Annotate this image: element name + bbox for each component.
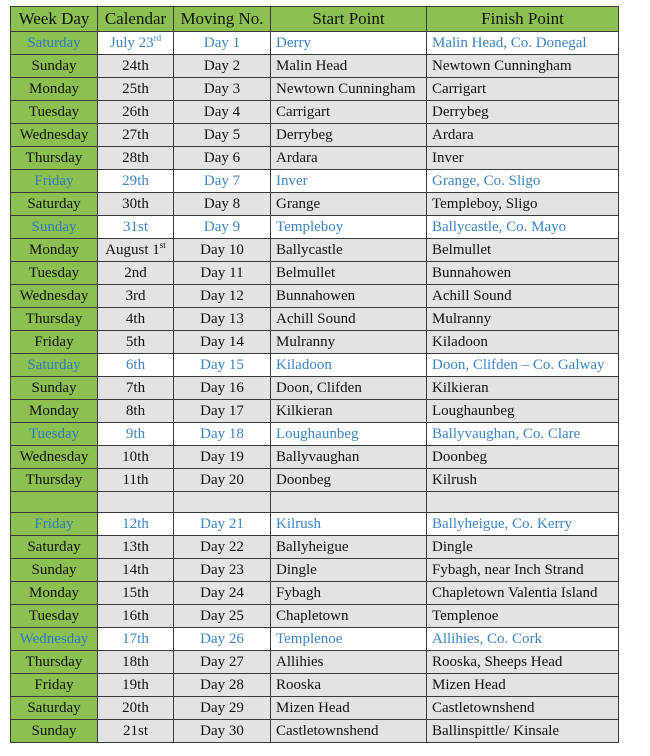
ordinal-suffix: st bbox=[159, 239, 166, 250]
start-point-cell: Ardara bbox=[271, 147, 427, 170]
calendar-cell bbox=[98, 285, 174, 308]
finish-point-cell: Kilrush bbox=[427, 469, 619, 492]
calendar-cell bbox=[98, 55, 174, 78]
table-row bbox=[11, 423, 619, 446]
finish-point-cell: Allihies, Co. Cork bbox=[427, 628, 619, 651]
week-day-cell: Saturday bbox=[11, 32, 98, 55]
calendar-cell bbox=[98, 78, 174, 101]
start-point-cell: Carrigart bbox=[271, 101, 427, 124]
moving-no-cell: Day 21 bbox=[174, 513, 271, 536]
finish-point-cell: Loughaunbeg bbox=[427, 400, 619, 423]
calendar-cell bbox=[98, 193, 174, 216]
calendar-cell bbox=[98, 674, 174, 697]
week-day-cell: Friday bbox=[11, 674, 98, 697]
gap-cell bbox=[98, 492, 174, 513]
gap-cell bbox=[11, 492, 98, 513]
calendar-cell bbox=[98, 377, 174, 400]
calendar-date: 21st bbox=[122, 722, 148, 739]
table-row bbox=[11, 651, 619, 674]
table-row bbox=[11, 170, 619, 193]
moving-no-cell: Day 29 bbox=[174, 697, 271, 720]
finish-point-cell: Ballycastle, Co. Mayo bbox=[427, 216, 619, 239]
moving-no-cell: Day 12 bbox=[174, 285, 271, 308]
finish-point-cell: Ardara bbox=[427, 124, 619, 147]
finish-point-cell: Dingle bbox=[427, 536, 619, 559]
start-point-cell: Templeboy bbox=[271, 216, 427, 239]
gap-cell bbox=[271, 492, 427, 513]
table-row bbox=[11, 124, 619, 147]
start-point-cell: Kilrush bbox=[271, 513, 427, 536]
finish-point-cell: Achill Sound bbox=[427, 285, 619, 308]
table-row bbox=[11, 193, 619, 216]
calendar-date: 16th bbox=[122, 607, 149, 624]
calendar-cell bbox=[98, 239, 174, 262]
table-row bbox=[11, 239, 619, 262]
calendar-cell bbox=[98, 582, 174, 605]
moving-no-cell: Day 13 bbox=[174, 308, 271, 331]
finish-point-cell: Doon, Clifden – Co. Galway bbox=[427, 354, 619, 377]
moving-no-cell: Day 16 bbox=[174, 377, 271, 400]
calendar-date: 24th bbox=[122, 57, 149, 74]
header-calendar: Calendar bbox=[98, 7, 174, 32]
finish-point-cell: Belmullet bbox=[427, 239, 619, 262]
moving-no-cell: Day 1 bbox=[174, 32, 271, 55]
calendar-date: 6th bbox=[125, 356, 146, 373]
week-day-cell: Monday bbox=[11, 239, 98, 262]
moving-no-cell: Day 17 bbox=[174, 400, 271, 423]
start-point-cell: Mizen Head bbox=[271, 697, 427, 720]
moving-no-cell: Day 19 bbox=[174, 446, 271, 469]
finish-point-cell: Rooska, Sheeps Head bbox=[427, 651, 619, 674]
week-day-cell: Saturday bbox=[11, 697, 98, 720]
finish-point-cell: Templenoe bbox=[427, 605, 619, 628]
table-row bbox=[11, 605, 619, 628]
start-point-cell: Grange bbox=[271, 193, 427, 216]
moving-no-cell: Day 5 bbox=[174, 124, 271, 147]
calendar-date: 7th bbox=[125, 379, 146, 396]
table-row bbox=[11, 147, 619, 170]
calendar-cell bbox=[98, 170, 174, 193]
moving-no-cell: Day 6 bbox=[174, 147, 271, 170]
moving-no-cell: Day 11 bbox=[174, 262, 271, 285]
calendar-date: 29th bbox=[122, 172, 149, 189]
calendar-date: 8th bbox=[125, 402, 146, 419]
moving-no-cell: Day 18 bbox=[174, 423, 271, 446]
finish-point-cell: Templeboy, Sligo bbox=[427, 193, 619, 216]
finish-point-cell: Ballinspittle/ Kinsale bbox=[427, 720, 619, 743]
moving-no-cell: Day 28 bbox=[174, 674, 271, 697]
week-day-cell: Tuesday bbox=[11, 605, 98, 628]
table-row bbox=[11, 262, 619, 285]
start-point-cell: Kiladoon bbox=[271, 354, 427, 377]
moving-no-cell: Day 25 bbox=[174, 605, 271, 628]
calendar-date: 18th bbox=[122, 653, 149, 670]
gap-cell bbox=[427, 492, 619, 513]
table-row bbox=[11, 628, 619, 651]
calendar-date: 27th bbox=[122, 126, 149, 143]
calendar-cell bbox=[98, 101, 174, 124]
calendar-date: 17th bbox=[122, 630, 149, 647]
start-point-cell: Ballycastle bbox=[271, 239, 427, 262]
week-day-cell: Friday bbox=[11, 331, 98, 354]
finish-point-cell: Inver bbox=[427, 147, 619, 170]
moving-no-cell: Day 8 bbox=[174, 193, 271, 216]
calendar-cell bbox=[98, 354, 174, 377]
calendar-date: 10th bbox=[122, 448, 149, 465]
table-row bbox=[11, 285, 619, 308]
table-row bbox=[11, 331, 619, 354]
finish-point-cell: Fybagh, near Inch Strand bbox=[427, 559, 619, 582]
week-day-cell: Monday bbox=[11, 400, 98, 423]
section-gap-row bbox=[11, 492, 619, 513]
week-day-cell: Wednesday bbox=[11, 446, 98, 469]
moving-no-cell: Day 23 bbox=[174, 559, 271, 582]
calendar-date: 30th bbox=[122, 195, 149, 212]
calendar-cell bbox=[98, 124, 174, 147]
table-row bbox=[11, 513, 619, 536]
start-point-cell: Ballyvaughan bbox=[271, 446, 427, 469]
finish-point-cell: Derrybeg bbox=[427, 101, 619, 124]
moving-no-cell: Day 24 bbox=[174, 582, 271, 605]
moving-no-cell: Day 15 bbox=[174, 354, 271, 377]
week-day-cell: Saturday bbox=[11, 354, 98, 377]
table-row bbox=[11, 400, 619, 423]
moving-no-cell: Day 3 bbox=[174, 78, 271, 101]
table-row bbox=[11, 78, 619, 101]
calendar-date: 31st bbox=[122, 218, 148, 235]
calendar-date: 26th bbox=[122, 103, 149, 120]
start-point-cell: Fybagh bbox=[271, 582, 427, 605]
calendar-cell bbox=[98, 331, 174, 354]
table-row bbox=[11, 559, 619, 582]
table-row bbox=[11, 101, 619, 124]
calendar-date: 25th bbox=[122, 80, 149, 97]
calendar-date: 15th bbox=[122, 584, 149, 601]
week-day-cell: Tuesday bbox=[11, 262, 98, 285]
week-day-cell: Tuesday bbox=[11, 101, 98, 124]
itinerary-table bbox=[10, 6, 619, 743]
moving-no-cell: Day 22 bbox=[174, 536, 271, 559]
calendar-cell bbox=[98, 513, 174, 536]
calendar-cell bbox=[98, 605, 174, 628]
header-start-point: Start Point bbox=[271, 7, 427, 32]
week-day-cell: Sunday bbox=[11, 55, 98, 78]
calendar-cell bbox=[98, 697, 174, 720]
week-day-cell: Tuesday bbox=[11, 423, 98, 446]
calendar-date: 28th bbox=[122, 149, 149, 166]
table-row bbox=[11, 308, 619, 331]
week-day-cell: Thursday bbox=[11, 469, 98, 492]
calendar-cell bbox=[98, 446, 174, 469]
week-day-cell: Sunday bbox=[11, 720, 98, 743]
finish-point-cell: Kilkieran bbox=[427, 377, 619, 400]
week-day-cell: Thursday bbox=[11, 651, 98, 674]
finish-point-cell: Carrigart bbox=[427, 78, 619, 101]
calendar-cell bbox=[98, 216, 174, 239]
header-week-day: Week Day bbox=[11, 7, 98, 32]
moving-no-cell: Day 20 bbox=[174, 469, 271, 492]
start-point-cell: Derry bbox=[271, 32, 427, 55]
week-day-cell: Wednesday bbox=[11, 628, 98, 651]
start-point-cell: Doonbeg bbox=[271, 469, 427, 492]
header-finish-point: Finish Point bbox=[427, 7, 619, 32]
table-row bbox=[11, 720, 619, 743]
finish-point-cell: Kiladoon bbox=[427, 331, 619, 354]
calendar-date: 12th bbox=[122, 515, 149, 532]
table-row bbox=[11, 697, 619, 720]
ordinal-suffix: rd bbox=[153, 32, 162, 43]
start-point-cell: Rooska bbox=[271, 674, 427, 697]
calendar-date: 19th bbox=[122, 676, 149, 693]
calendar-cell bbox=[98, 651, 174, 674]
table-row bbox=[11, 377, 619, 400]
calendar-date: July 23 bbox=[109, 34, 154, 51]
table-row bbox=[11, 536, 619, 559]
calendar-cell bbox=[98, 308, 174, 331]
table-row bbox=[11, 446, 619, 469]
finish-point-cell: Mulranny bbox=[427, 308, 619, 331]
week-day-cell: Monday bbox=[11, 78, 98, 101]
finish-point-cell: Doonbeg bbox=[427, 446, 619, 469]
header-row bbox=[11, 7, 619, 32]
calendar-cell bbox=[98, 32, 174, 55]
calendar-cell bbox=[98, 720, 174, 743]
moving-no-cell: Day 9 bbox=[174, 216, 271, 239]
start-point-cell: Loughaunbeg bbox=[271, 423, 427, 446]
calendar-date: 14th bbox=[122, 561, 149, 578]
finish-point-cell: Malin Head, Co. Donegal bbox=[427, 32, 619, 55]
week-day-cell: Sunday bbox=[11, 377, 98, 400]
start-point-cell: Kilkieran bbox=[271, 400, 427, 423]
week-day-cell: Saturday bbox=[11, 193, 98, 216]
calendar-cell bbox=[98, 628, 174, 651]
start-point-cell: Achill Sound bbox=[271, 308, 427, 331]
calendar-cell bbox=[98, 400, 174, 423]
moving-no-cell: Day 26 bbox=[174, 628, 271, 651]
start-point-cell: Chapletown bbox=[271, 605, 427, 628]
week-day-cell: Wednesday bbox=[11, 124, 98, 147]
calendar-date: 3rd bbox=[125, 287, 146, 304]
start-point-cell: Doon, Clifden bbox=[271, 377, 427, 400]
start-point-cell: Inver bbox=[271, 170, 427, 193]
calendar-cell bbox=[98, 423, 174, 446]
start-point-cell: Allihies bbox=[271, 651, 427, 674]
itinerary-body bbox=[11, 32, 619, 743]
finish-point-cell: Ballyheigue, Co. Kerry bbox=[427, 513, 619, 536]
calendar-date: 2nd bbox=[124, 264, 147, 281]
finish-point-cell: Ballyvaughan, Co. Clare bbox=[427, 423, 619, 446]
table-row bbox=[11, 674, 619, 697]
moving-no-cell: Day 4 bbox=[174, 101, 271, 124]
table-row bbox=[11, 32, 619, 55]
table-row bbox=[11, 582, 619, 605]
week-day-cell: Wednesday bbox=[11, 285, 98, 308]
week-day-cell: Thursday bbox=[11, 147, 98, 170]
finish-point-cell: Mizen Head bbox=[427, 674, 619, 697]
calendar-date: 9th bbox=[125, 425, 146, 442]
start-point-cell: Belmullet bbox=[271, 262, 427, 285]
finish-point-cell: Chapletown Valentia Island bbox=[427, 582, 619, 605]
week-day-cell: Sunday bbox=[11, 559, 98, 582]
table-row bbox=[11, 216, 619, 239]
start-point-cell: Ballyheigue bbox=[271, 536, 427, 559]
start-point-cell: Newtown Cunningham bbox=[271, 78, 427, 101]
moving-no-cell: Day 7 bbox=[174, 170, 271, 193]
calendar-date: 11th bbox=[122, 471, 149, 488]
calendar-date: 5th bbox=[125, 333, 146, 350]
moving-no-cell: Day 10 bbox=[174, 239, 271, 262]
calendar-cell bbox=[98, 559, 174, 582]
moving-no-cell: Day 14 bbox=[174, 331, 271, 354]
start-point-cell: Mulranny bbox=[271, 331, 427, 354]
week-day-cell: Saturday bbox=[11, 536, 98, 559]
calendar-cell bbox=[98, 147, 174, 170]
calendar-cell bbox=[98, 469, 174, 492]
start-point-cell: Dingle bbox=[271, 559, 427, 582]
start-point-cell: Malin Head bbox=[271, 55, 427, 78]
week-day-cell: Friday bbox=[11, 170, 98, 193]
finish-point-cell: Newtown Cunningham bbox=[427, 55, 619, 78]
calendar-date: 13th bbox=[122, 538, 149, 555]
table-row bbox=[11, 55, 619, 78]
calendar-cell bbox=[98, 536, 174, 559]
start-point-cell: Templenoe bbox=[271, 628, 427, 651]
week-day-cell: Sunday bbox=[11, 216, 98, 239]
finish-point-cell: Bunnahowen bbox=[427, 262, 619, 285]
calendar-date: August 1 bbox=[105, 241, 160, 258]
start-point-cell: Bunnahowen bbox=[271, 285, 427, 308]
finish-point-cell: Grange, Co. Sligo bbox=[427, 170, 619, 193]
week-day-cell: Monday bbox=[11, 582, 98, 605]
finish-point-cell: Castletownshend bbox=[427, 697, 619, 720]
calendar-cell bbox=[98, 262, 174, 285]
moving-no-cell: Day 30 bbox=[174, 720, 271, 743]
start-point-cell: Derrybeg bbox=[271, 124, 427, 147]
moving-no-cell: Day 27 bbox=[174, 651, 271, 674]
week-day-cell: Thursday bbox=[11, 308, 98, 331]
moving-no-cell: Day 2 bbox=[174, 55, 271, 78]
start-point-cell: Castletownshend bbox=[271, 720, 427, 743]
header-moving-no: Moving No. bbox=[174, 7, 271, 32]
calendar-date: 4th bbox=[125, 310, 146, 327]
gap-cell bbox=[174, 492, 271, 513]
table-row bbox=[11, 354, 619, 377]
calendar-date: 20th bbox=[122, 699, 149, 716]
week-day-cell: Friday bbox=[11, 513, 98, 536]
table-row bbox=[11, 469, 619, 492]
